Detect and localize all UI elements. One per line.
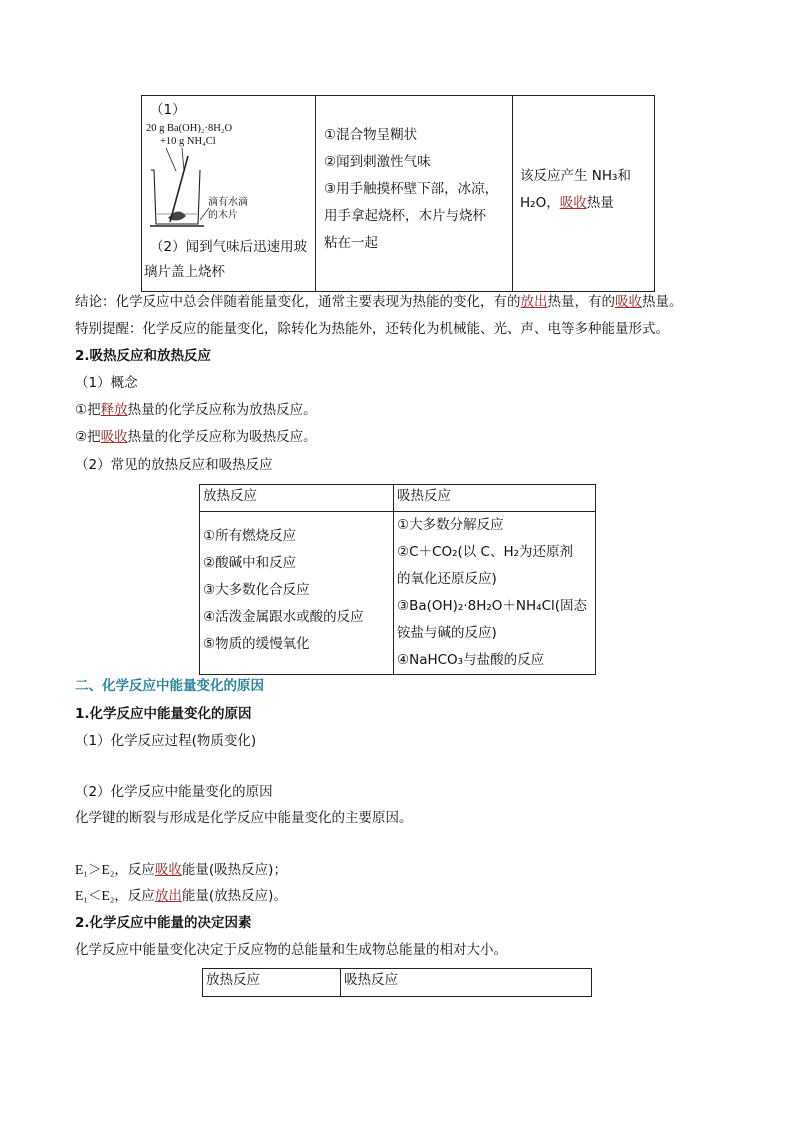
answer-release-2: 释放	[100, 402, 128, 418]
common-reactions-label: （2）常见的放热反应和吸热反应	[75, 457, 273, 473]
observation-2: ②闻到刺激性气味	[324, 154, 431, 170]
energy-header-exo: 放热反应	[203, 969, 341, 997]
answer-absorb-4: 吸收	[154, 862, 182, 878]
exo-item: ④活泼金属跟水或酸的反应	[203, 609, 364, 625]
step2-line1: （2）闻到气味后迅速用玻	[150, 239, 308, 255]
concept-label: （1）概念	[75, 375, 138, 391]
energy-header-endo: 吸热反应	[341, 969, 592, 997]
endo-item: 的氧化还原反应)	[397, 571, 497, 587]
cause-explanation: 化学键的断裂与形成是化学反应中能量变化的主要原因。	[75, 810, 413, 826]
answer-absorb-3: 吸收	[100, 429, 128, 445]
endo-item: ③Ba(OH)₂·8H₂O＋NH₄Cl(固态	[397, 598, 588, 614]
answer-absorb-2: 吸收	[615, 294, 642, 310]
answer-release: 放出	[520, 294, 548, 310]
observation-cell	[316, 96, 513, 292]
energy-table	[202, 968, 592, 997]
concept-endo: ②把吸收热量的化学反应称为吸热反应。	[75, 429, 317, 445]
factor-text: 化学反应中能量变化决定于反应物的总能量和生成物总能量的相对大小。	[75, 942, 507, 958]
endo-item: ①大多数分解反应	[397, 517, 504, 533]
figure-label-wood1: 滴有水滴	[208, 197, 248, 208]
observation-5: 粘在一起	[324, 235, 378, 251]
cause-process: （1）化学反应过程(物质变化)	[75, 733, 257, 749]
endo-item: ④NaHCO₃与盐酸的反应	[397, 652, 545, 668]
exo-item: ⑤物质的缓慢氧化	[203, 636, 310, 652]
exo-item: ③大多数化合反应	[203, 582, 310, 598]
heading-cause: 1.化学反应中能量变化的原因	[75, 706, 252, 722]
observation-1: ①混合物呈糊状	[324, 127, 418, 143]
exo-item: ①所有燃烧反应	[203, 528, 297, 544]
step1-label: （1）	[150, 102, 186, 118]
figure-label-wood2: 的木片	[208, 210, 238, 221]
endo-item: 铵盐与碱的反应)	[397, 625, 497, 641]
conclusion-text: 结论：化学反应中总会伴随着能量变化，通常主要表现为热能的变化，有的放出热量，有的吸收热量。	[75, 294, 683, 310]
step2-line2: 璃片盖上烧杯	[144, 264, 225, 280]
conclusion-line1: 该反应产生 NH₃和	[520, 168, 631, 184]
reaction-types-table	[199, 484, 596, 675]
observation-4: 用手拿起烧杯，木片与烧杯	[324, 208, 486, 224]
experiment-setup-cell	[142, 96, 316, 292]
figure-label-reagent1: 20 g Ba(OH)₂·8H₂O	[146, 123, 233, 134]
header-exo: 放热反应	[200, 485, 394, 512]
header-endo: 吸热反应	[394, 485, 596, 512]
experiment-table	[141, 95, 655, 292]
exo-item: ②酸碱中和反应	[203, 555, 297, 571]
conclusion-cell	[513, 96, 655, 292]
observation-3: ③用手触摸杯壁下部，冰凉，	[324, 181, 499, 197]
energy-compare-2: E₁＜E₂，反应放出能量(放热反应)。	[75, 888, 287, 904]
endo-list	[394, 512, 596, 675]
heading-endo-exo: 2.吸热反应和放热反应	[75, 348, 212, 364]
heading-factor: 2.化学反应中能量的决定因素	[75, 915, 252, 931]
answer-absorb: 吸收	[559, 195, 587, 211]
concept-exo: ①把释放热量的化学反应称为放热反应。	[75, 402, 317, 418]
special-reminder: 特别提醒：化学反应的能量变化，除转化为热能外，还转化为机械能、光、声、电等多种能量形式。	[75, 321, 669, 337]
endo-item: ②C＋CO₂(以 C、H₂为还原剂	[397, 544, 574, 560]
conclusion-line2: H₂O，吸收热量	[520, 195, 614, 211]
figure-label-reagent2: +10 g NH₄Cl	[160, 136, 216, 147]
exo-list	[200, 512, 394, 675]
section-heading-2: 二、化学反应中能量变化的原因	[75, 678, 264, 694]
answer-release-3: 放出	[154, 888, 182, 904]
energy-compare-1: E₁＞E₂，反应吸收能量(吸热反应)；	[75, 862, 287, 878]
cause-reason: （2）化学反应中能量变化的原因	[75, 784, 273, 800]
beaker-diagram	[142, 146, 262, 231]
